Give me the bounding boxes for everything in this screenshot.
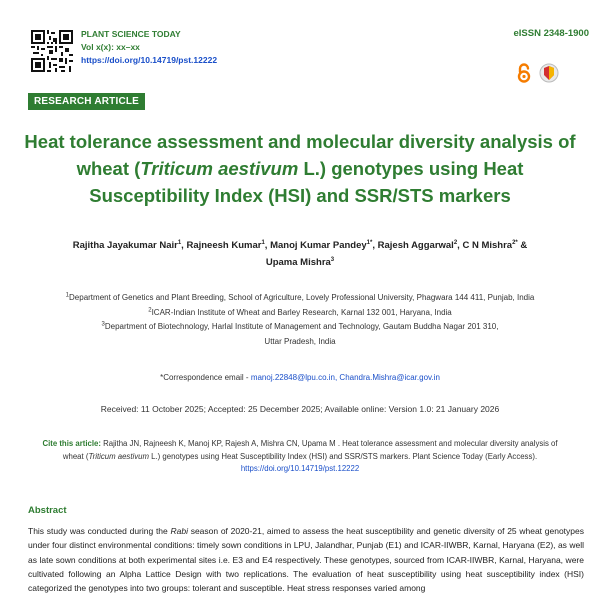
citation-label: Cite this article:	[42, 439, 101, 448]
author: Rajneesh Kumar$^1$,	[186, 239, 271, 251]
affiliation: $^2$ICAR-Indian Institute of Wheat and Barley Research, Karnal 132 001, Haryana, India	[148, 306, 452, 317]
author: C N Mishra$^{2*}$ &	[462, 239, 528, 251]
journal-name: PLANT SCIENCE TODAY	[81, 29, 181, 39]
title-part-2: L.) genotypes using Heat Susceptibility Index (HSI) and SSR/STS markers	[89, 158, 524, 206]
abstract-text: This study was conducted during the Rabi season of 2020-21, aimed to assess the heat susceptibility and genetic diversity of 25 wheat genotypes under four distinct environmental conditions: timely sown conditions in LPU, Jalandhar, Punjab (E1) and ICAR-IIWBR, Karnal, Haryana (E2), as well as late sown conditions at both experimental sites i.e. E3 and E4 respectively. These genotypes, sourced from ICAR-IIWBR, Karnal, Haryana, were cultivated following an Alpha Lattice Design with two replications. The evaluation of heat susceptibility using heat susceptibility index (HSI) categorized the genotypes into two groups: tolerant and susceptible. Heat stress responses varied among	[28, 526, 584, 594]
title-species: Triticum aestivum	[140, 158, 299, 179]
author-list	[40, 237, 560, 271]
open-access-icon	[515, 63, 533, 83]
crossmark-icon[interactable]	[538, 63, 560, 83]
affiliation: $^1$Department of Genetics and Plant Breeding, School of Agriculture, Lovely Professional University, Phagwara 144 411, Punjab, India	[65, 292, 535, 302]
article-type-badge: RESEARCH ARTICLE	[28, 93, 145, 110]
journal-volume: Vol x(x): xx–xx	[81, 42, 140, 52]
author: Manoj Kumar Pandey$^{1*}$,	[270, 239, 378, 251]
affiliation: $^3$Department of Biotechnology, Harlal Institute of Management and Technology, Gautam Buddha Nagar 201 310,	[101, 321, 499, 331]
author: Rajesh Aggarwal$^2$,	[377, 239, 463, 251]
eissn: eISSN 2348-1900	[513, 28, 589, 39]
journal-info	[81, 28, 217, 67]
article-dates: Received: 11 October 2025; Accepted: 25 December 2025; Available online: Version 1.0: 21 January 2026	[100, 404, 500, 414]
affiliation: Uttar Pradesh, India	[264, 336, 336, 346]
qr-code-icon	[31, 30, 73, 72]
citation-doi-link[interactable]: https://doi.org/10.14719/pst.12222	[240, 464, 360, 473]
paper-title	[20, 128, 580, 209]
author: Upama Mishra$^3$	[265, 256, 335, 268]
abstract-heading: Abstract	[28, 505, 67, 516]
citation: Cite this article: Rajitha JN, Rajneesh K, Manoj KP, Rajesh A, Mishra CN, Upama M . Heat tolerance assessment and molecular diversity analysis of wheat (Triticum aestivum L.) genotypes using Heat Susceptibility Index (HSI) and SSR/STS markers. Plant Science Today (Early Access). https://doi.org/10.14719/pst.12222	[42, 439, 558, 473]
title-part-1: Heat tolerance assessment and molecular diversity analysis of wheat (	[24, 131, 576, 179]
affiliations	[40, 291, 560, 349]
correspondence-label: *Correspondence email -	[160, 373, 251, 382]
correspondence-email-link[interactable]: manoj.22848@lpu.co.in, Chandra.Mishra@icar.gov.in	[250, 373, 440, 382]
author: Rajitha Jayakumar Nair$^1$,	[72, 239, 187, 251]
article-doi-link[interactable]: https://doi.org/10.14719/pst.12222	[81, 55, 218, 65]
correspondence	[40, 373, 560, 382]
